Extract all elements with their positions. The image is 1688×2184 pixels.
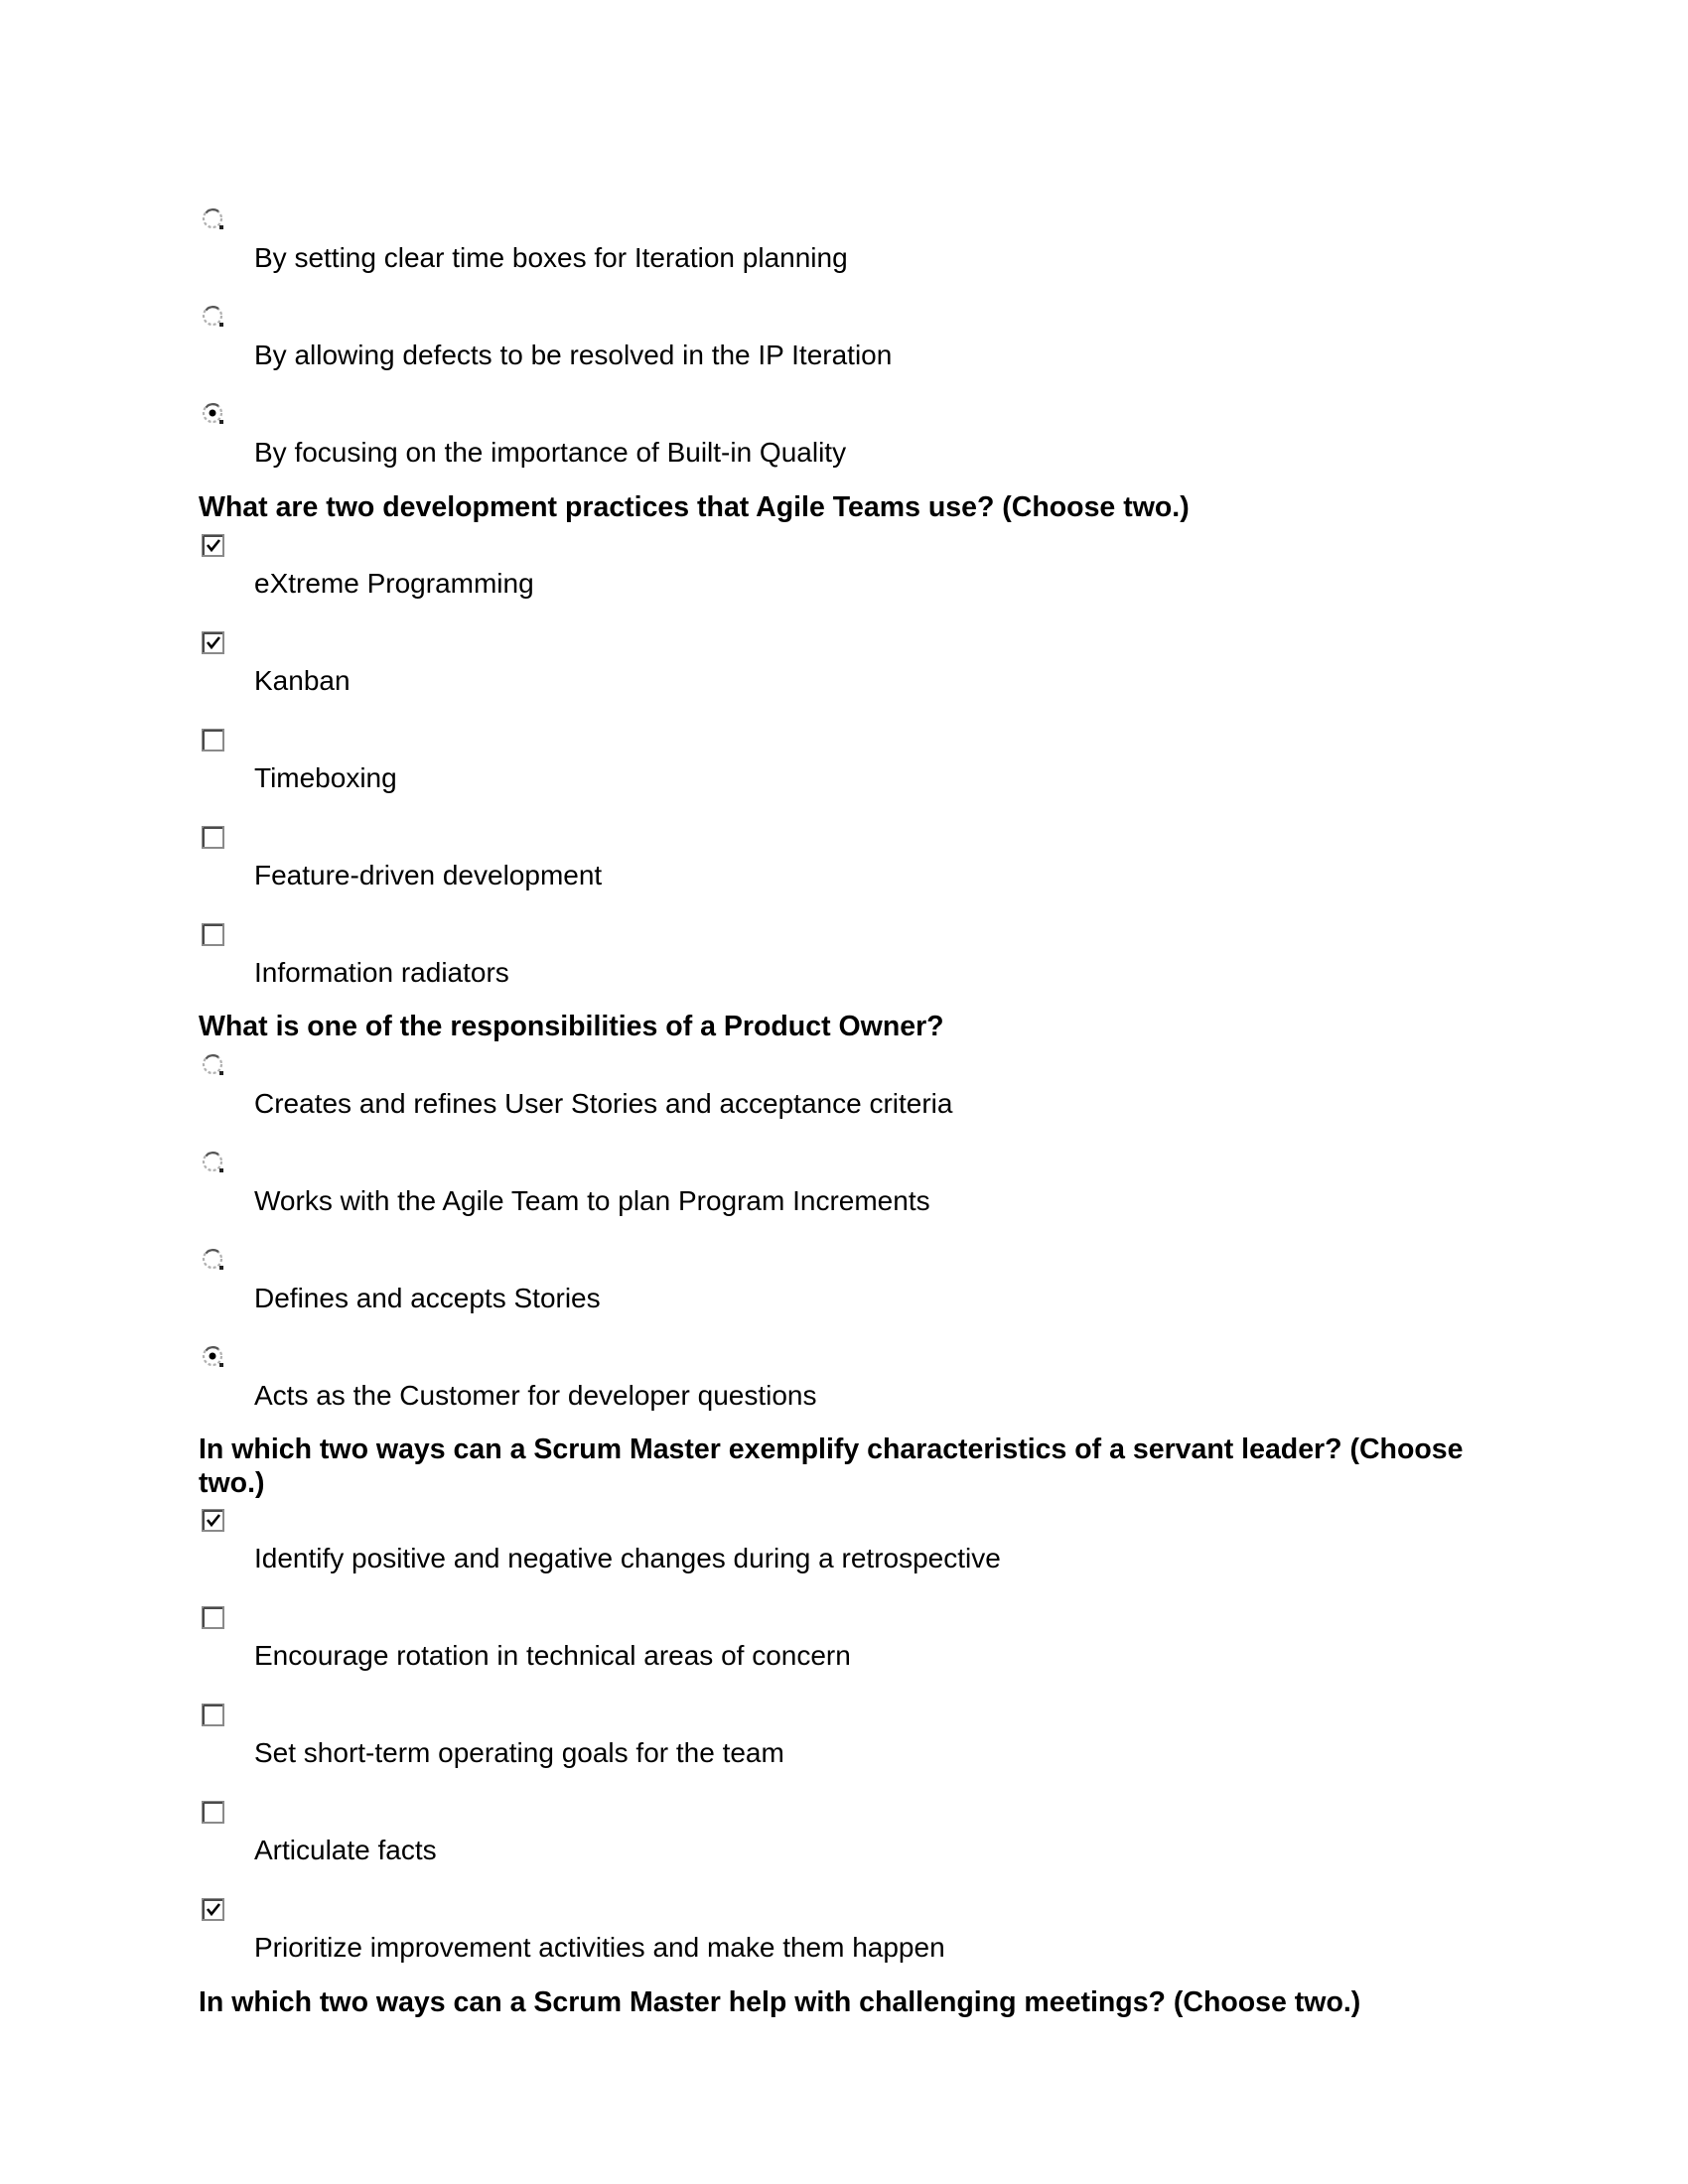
option-label: eXtreme Programming: [254, 568, 534, 599]
checkbox[interactable]: [201, 728, 226, 753]
option-label: Defines and accepts Stories: [254, 1283, 601, 1313]
option-label: Creates and refines User Stories and acceptance criteria: [254, 1088, 953, 1119]
option-label: Kanban: [254, 665, 351, 696]
option-label: Set short-term operating goals for the team: [254, 1737, 784, 1768]
radio-button[interactable]: [201, 1247, 226, 1273]
radio-selected-dot: [210, 410, 216, 417]
radio-button[interactable]: [201, 1344, 226, 1370]
checkbox[interactable]: [201, 825, 226, 851]
checkbox[interactable]: [201, 1605, 226, 1631]
option-label: Encourage rotation in technical areas of concern: [254, 1640, 851, 1671]
checkbox[interactable]: [201, 630, 226, 656]
question-text: In which two ways can a Scrum Master exemplify characteristics of a servant leader? (Choose two.): [199, 1433, 1464, 1499]
radio-selected-dot: [210, 1353, 216, 1360]
option-label: Prioritize improvement activities and make them happen: [254, 1932, 945, 1963]
option-label: Timeboxing: [254, 762, 397, 793]
radio-button[interactable]: [201, 304, 226, 330]
radio-button[interactable]: [201, 1150, 226, 1175]
checkbox[interactable]: [201, 1800, 226, 1826]
option-label: Acts as the Customer for developer questions: [254, 1380, 817, 1411]
question-text: What are two development practices that Agile Teams use? (Choose two.): [199, 491, 1190, 523]
radio-button[interactable]: [201, 1052, 226, 1078]
checkbox[interactable]: [201, 533, 226, 559]
checkbox[interactable]: [201, 1508, 226, 1534]
option-label: Feature-driven development: [254, 860, 603, 890]
option-label: By allowing defects to be resolved in the IP Iteration: [254, 340, 893, 370]
option-label: Works with the Agile Team to plan Program Increments: [254, 1185, 930, 1216]
radio-button[interactable]: [201, 401, 226, 427]
option-label: Identify positive and negative changes during a retrospective: [254, 1543, 1001, 1573]
checkbox[interactable]: [201, 1897, 226, 1923]
option-label: Articulate facts: [254, 1835, 437, 1865]
option-label: Information radiators: [254, 957, 509, 988]
question-text: What is one of the responsibilities of a Product Owner?: [199, 1011, 944, 1042]
option-label: By setting clear time boxes for Iteration planning: [254, 242, 848, 273]
checkbox[interactable]: [201, 922, 226, 948]
question-text: In which two ways can a Scrum Master help with challenging meetings? (Choose two.): [199, 1986, 1361, 2018]
option-label: By focusing on the importance of Built-in Quality: [254, 437, 847, 468]
checkbox[interactable]: [201, 1703, 226, 1728]
radio-button[interactable]: [201, 206, 226, 232]
